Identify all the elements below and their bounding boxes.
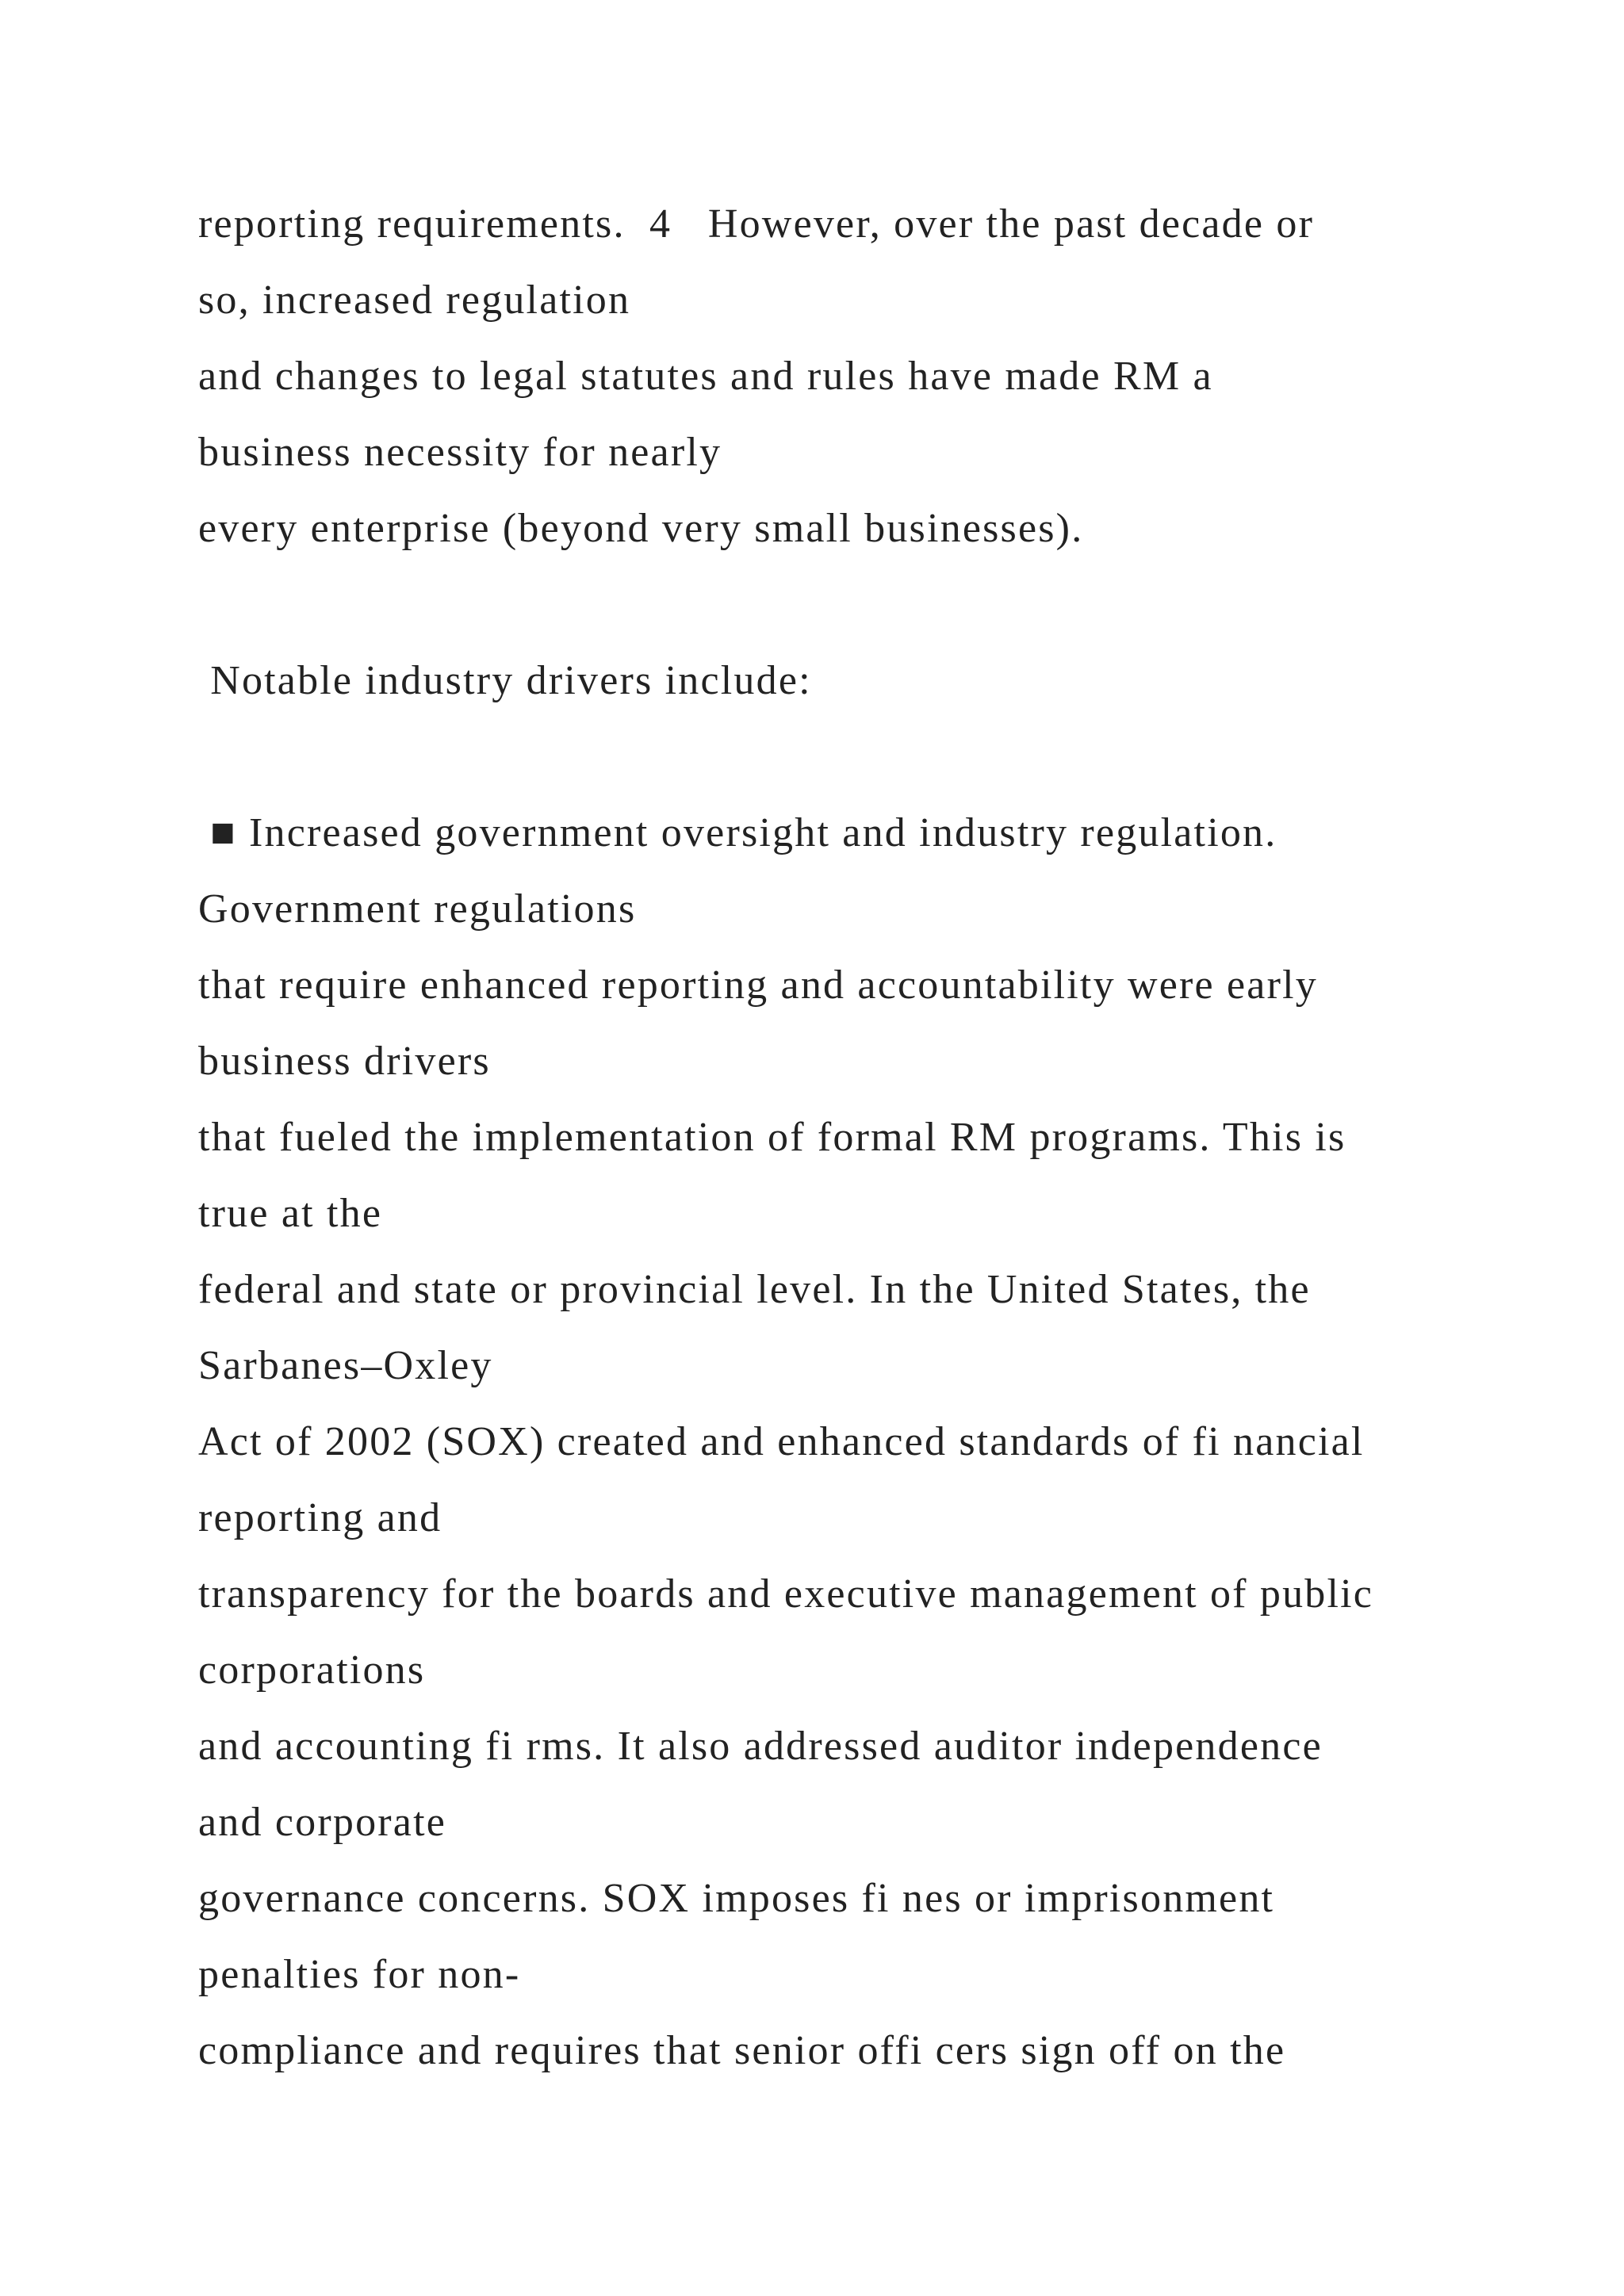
text-line: and corporate [198,1800,447,1845]
text-line: that fueled the implementation of formal RM programs. This is [198,1115,1346,1160]
text-line: Sarbanes–Oxley [198,1343,493,1388]
text-line: corporations [198,1647,426,1693]
text-line: governance concerns. SOX imposes fi nes or imprisonment [198,1876,1275,1921]
text-line: reporting and [198,1495,442,1540]
text-line: reporting requirements. 4 However, over the past decade or [198,201,1315,247]
text-line: transparency for the boards and executive management of public [198,1571,1374,1617]
text-line: every enterprise (beyond very small businesses). [198,506,1084,551]
text-line: business drivers [198,1039,491,1084]
section-intro: Notable industry drivers include: [198,658,812,703]
text-line: that require enhanced reporting and accountability were early [198,962,1318,1008]
text-line: Act of 2002 (SOX) created and enhanced standards of fi nancial [198,1419,1365,1464]
paragraph-spacer [198,567,1530,643]
text-line: business necessity for nearly [198,430,722,475]
bullet-line: ■ Increased government oversight and industry regulation. [198,810,1277,855]
text-line: federal and state or provincial level. In the United States, the [198,1267,1311,1312]
text-line: and accounting fi rms. It also addressed auditor independence [198,1724,1323,1769]
body-text [198,186,1530,2089]
text-line: true at the [198,1191,383,1236]
text-line: and changes to legal statutes and rules have made RM a [198,354,1213,399]
text-line: compliance and requires that senior offi cers sign off on the [198,2028,1286,2073]
text-line: penalties for non- [198,1952,521,1997]
text-line: Government regulations [198,886,637,932]
paragraph-spacer [198,719,1530,795]
text-line: so, increased regulation [198,277,631,323]
